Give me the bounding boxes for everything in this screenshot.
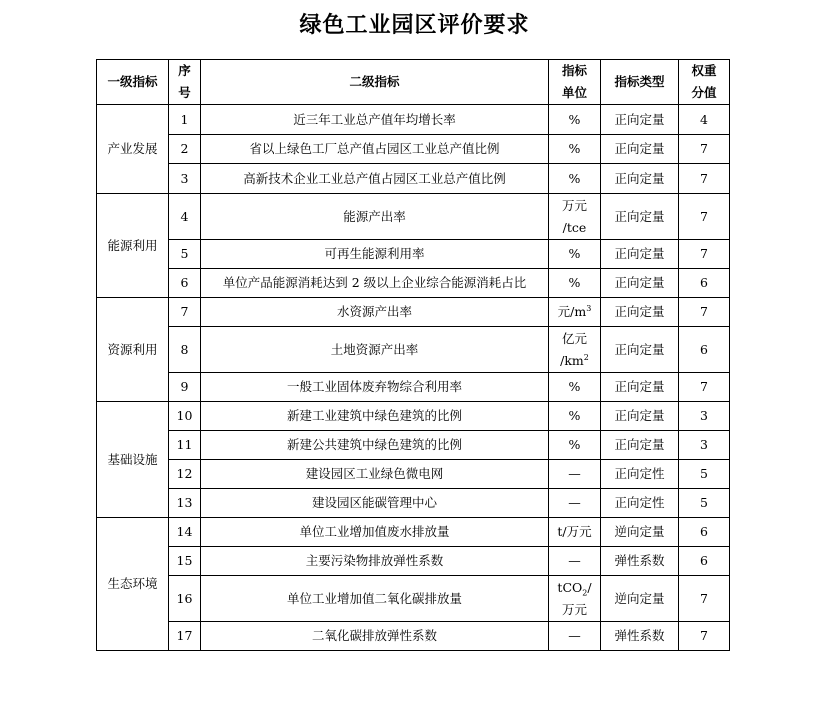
row-unit-top-main: tCO xyxy=(557,579,583,595)
row-type: 正向定量 xyxy=(601,135,679,164)
row-unit: % xyxy=(549,135,601,164)
header-level1: 一级指标 xyxy=(97,60,169,105)
page-title: 绿色工业园区评价要求 xyxy=(299,12,530,38)
table-row xyxy=(97,194,730,240)
row-type: 逆向定量 xyxy=(601,518,679,547)
row-type: 正向定量 xyxy=(601,431,679,460)
row-weight: 4 xyxy=(679,105,730,135)
row-unit: % xyxy=(549,269,601,298)
row-name: 单位工业增加值二氧化碳排放量 xyxy=(201,576,549,622)
row-seq: 15 xyxy=(169,547,201,576)
table-row xyxy=(97,373,730,402)
row-seq: 1 xyxy=(169,105,201,135)
row-weight: 7 xyxy=(679,135,730,164)
header-seq-bottom: 号 xyxy=(178,85,191,100)
row-name: 水资源产出率 xyxy=(201,298,549,327)
row-seq: 13 xyxy=(169,489,201,518)
table-row xyxy=(97,622,730,651)
header-unit-top: 指标 xyxy=(561,63,587,78)
row-name: 高新技术企业工业总产值占园区工业总产值比例 xyxy=(201,164,549,194)
row-type: 正向定量 xyxy=(601,105,679,135)
row-unit: — xyxy=(549,460,601,489)
row-weight: 5 xyxy=(679,489,730,518)
row-seq: 7 xyxy=(169,298,201,327)
row-unit: % xyxy=(549,402,601,431)
row-unit-bottom-sup: 2 xyxy=(583,352,589,362)
row-seq: 14 xyxy=(169,518,201,547)
row-type: 正向定量 xyxy=(601,402,679,431)
row-type: 正向定量 xyxy=(601,327,679,373)
row-weight: 7 xyxy=(679,194,730,240)
table-row xyxy=(97,240,730,269)
row-type: 正向定性 xyxy=(601,460,679,489)
row-unit-top: 万元 xyxy=(561,197,587,213)
row-name: 能源产出率 xyxy=(201,194,549,240)
row-unit-top: 亿元 xyxy=(561,330,587,346)
row-name: 建设园区能碳管理中心 xyxy=(201,489,549,518)
row-weight: 3 xyxy=(679,431,730,460)
table-row xyxy=(97,460,730,489)
row-weight: 7 xyxy=(679,373,730,402)
table-row xyxy=(97,135,730,164)
row-unit: — xyxy=(549,489,601,518)
evaluation-table xyxy=(96,59,730,651)
header-type: 指标类型 xyxy=(601,60,679,105)
row-unit xyxy=(549,298,601,327)
row-name: 土地资源产出率 xyxy=(201,327,549,373)
row-weight: 7 xyxy=(679,622,730,651)
row-unit: % xyxy=(549,105,601,135)
row-unit: % xyxy=(549,431,601,460)
table-row xyxy=(97,489,730,518)
row-seq: 8 xyxy=(169,327,201,373)
row-unit: t/万元 xyxy=(549,518,601,547)
header-seq-top: 序 xyxy=(178,63,191,78)
row-name: 新建工业建筑中绿色建筑的比例 xyxy=(201,402,549,431)
table-row xyxy=(97,547,730,576)
row-name: 省以上绿色工厂总产值占园区工业总产值比例 xyxy=(201,135,549,164)
row-unit xyxy=(549,576,601,622)
row-name: 一般工业固体废弃物综合利用率 xyxy=(201,373,549,402)
category-cell: 产业发展 xyxy=(97,105,169,194)
row-name: 可再生能源利用率 xyxy=(201,240,549,269)
table-row xyxy=(97,164,730,194)
row-weight: 6 xyxy=(679,269,730,298)
category-cell: 基础设施 xyxy=(97,402,169,518)
row-type: 正向定量 xyxy=(601,269,679,298)
row-weight: 7 xyxy=(679,240,730,269)
header-weight-top: 权重 xyxy=(691,63,717,78)
row-type: 正向定量 xyxy=(601,373,679,402)
row-weight: 7 xyxy=(679,576,730,622)
row-weight: 3 xyxy=(679,402,730,431)
row-type: 正向定量 xyxy=(601,240,679,269)
row-name: 新建公共建筑中绿色建筑的比例 xyxy=(201,431,549,460)
header-seq xyxy=(169,60,201,105)
row-unit-bottom: 万元 xyxy=(561,601,587,617)
row-unit xyxy=(549,327,601,373)
row-unit: % xyxy=(549,164,601,194)
row-seq: 10 xyxy=(169,402,201,431)
row-unit-top-tail: / xyxy=(587,579,592,595)
row-seq: 6 xyxy=(169,269,201,298)
row-seq: 9 xyxy=(169,373,201,402)
row-unit xyxy=(549,194,601,240)
row-unit: — xyxy=(549,622,601,651)
row-name: 二氧化碳排放弹性系数 xyxy=(201,622,549,651)
row-type: 弹性系数 xyxy=(601,622,679,651)
table-row xyxy=(97,402,730,431)
row-type: 正向定量 xyxy=(601,298,679,327)
row-name: 主要污染物排放弹性系数 xyxy=(201,547,549,576)
row-weight: 7 xyxy=(679,298,730,327)
row-type: 正向定性 xyxy=(601,489,679,518)
row-seq: 5 xyxy=(169,240,201,269)
table-row xyxy=(97,518,730,547)
table-row xyxy=(97,298,730,327)
row-weight: 6 xyxy=(679,547,730,576)
table-row xyxy=(97,576,730,622)
table-header-row xyxy=(97,60,730,105)
row-unit: % xyxy=(549,240,601,269)
row-seq: 2 xyxy=(169,135,201,164)
header-unit-bottom: 单位 xyxy=(561,85,587,100)
row-type: 弹性系数 xyxy=(601,547,679,576)
row-unit-bottom: /tce xyxy=(562,219,587,235)
row-name: 单位工业增加值废水排放量 xyxy=(201,518,549,547)
row-type: 逆向定量 xyxy=(601,576,679,622)
table-row xyxy=(97,327,730,373)
row-weight: 6 xyxy=(679,518,730,547)
row-type: 正向定量 xyxy=(601,164,679,194)
row-seq: 11 xyxy=(169,431,201,460)
row-unit: — xyxy=(549,547,601,576)
header-unit xyxy=(549,60,601,105)
row-name: 单位产品能源消耗达到 2 级以上企业综合能源消耗占比 xyxy=(201,269,549,298)
row-unit-sup: 3 xyxy=(586,303,592,313)
row-weight: 6 xyxy=(679,327,730,373)
row-unit-bottom-main: /km xyxy=(560,352,584,368)
header-weight xyxy=(679,60,730,105)
header-level2: 二级指标 xyxy=(201,60,549,105)
row-seq: 3 xyxy=(169,164,201,194)
row-unit-bottom xyxy=(549,350,600,372)
row-name: 近三年工业总产值年均增长率 xyxy=(201,105,549,135)
table-row xyxy=(97,431,730,460)
row-seq: 4 xyxy=(169,194,201,240)
row-seq: 16 xyxy=(169,576,201,622)
table-row xyxy=(97,105,730,135)
row-unit-main: 元/m xyxy=(557,304,587,319)
row-unit-top-sub: 2 xyxy=(582,588,588,597)
category-cell: 生态环境 xyxy=(97,518,169,651)
table-row xyxy=(97,269,730,298)
row-unit-top xyxy=(549,577,600,599)
row-name: 建设园区工业绿色微电网 xyxy=(201,460,549,489)
row-seq: 12 xyxy=(169,460,201,489)
row-unit: % xyxy=(549,373,601,402)
category-cell: 资源利用 xyxy=(97,298,169,402)
category-cell: 能源利用 xyxy=(97,194,169,298)
header-weight-bottom: 分值 xyxy=(691,85,717,100)
row-seq: 17 xyxy=(169,622,201,651)
row-type: 正向定量 xyxy=(601,194,679,240)
row-weight: 5 xyxy=(679,460,730,489)
row-weight: 7 xyxy=(679,164,730,194)
